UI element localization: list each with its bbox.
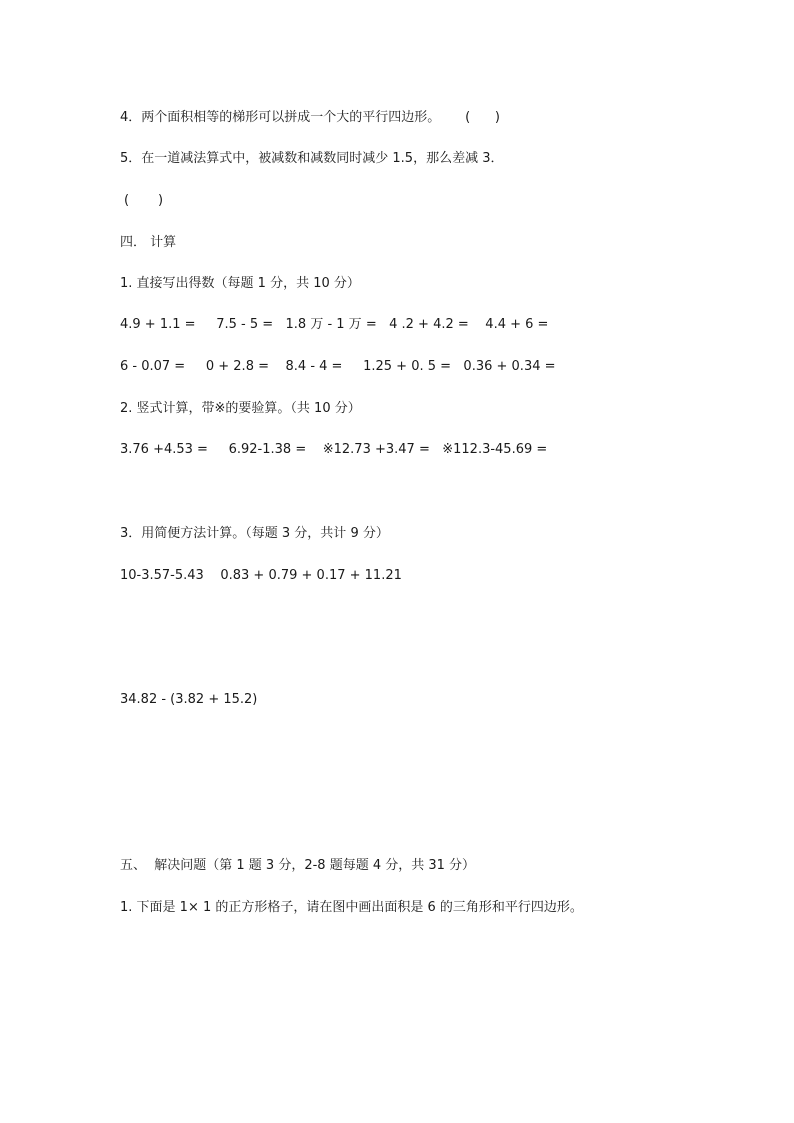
calc-part-3-row-1: 10-3.57-5.43 0.83 + 0.79 + 0.17 + 11.21 [120,568,402,583]
section-5-heading: 五、 解决问题（第 1 题 3 分，2-8 题每题 4 分，共 31 分） [120,858,476,873]
calc-part-3-title: 3．用简便方法计算。（每题 3 分，共计 9 分） [120,526,389,541]
judge-item-5-answer-bracket: ( ) [124,193,164,208]
calc-part-1-title: 1. 直接写出得数（每题 1 分，共 10 分） [120,276,360,291]
judge-item-4: 4．两个面积相等的梯形可以拼成一个大的平行四边形。 ( ) [120,110,501,125]
calc-part-2-title: 2. 竖式计算，带※的要验算。（共 10 分） [120,401,361,416]
calc-part-3-row-2: 34.82 - (3.82 + 15.2) [120,692,258,707]
calc-part-2-row: 3.76 +4.53 = 6.92-1.38 = ※12.73 +3.47 = ※112.3-45.69 = [120,442,548,457]
problem-1-text: 1. 下面是 1× 1 的正方形格子，请在图中画出面积是 6 的三角形和平行四边形。 [120,900,583,915]
section-4-heading: 四． 计算 [120,235,177,250]
calc-part-1-row-2: 6 - 0.07 = 0 + 2.8 = 8.4 - 4 = 1.25 + 0. 5 = 0.36 + 0.34 = [120,359,556,374]
calc-part-1-row-1: 4.9 + 1.1 = 7.5 - 5 = 1.8 万 - 1 万 = 4 .2 + 4.2 = 4.4 + 6 = [120,317,549,332]
judge-item-5: 5．在一道减法算式中，被减数和减数同时减少 1.5，那么差减 3． [120,151,504,166]
